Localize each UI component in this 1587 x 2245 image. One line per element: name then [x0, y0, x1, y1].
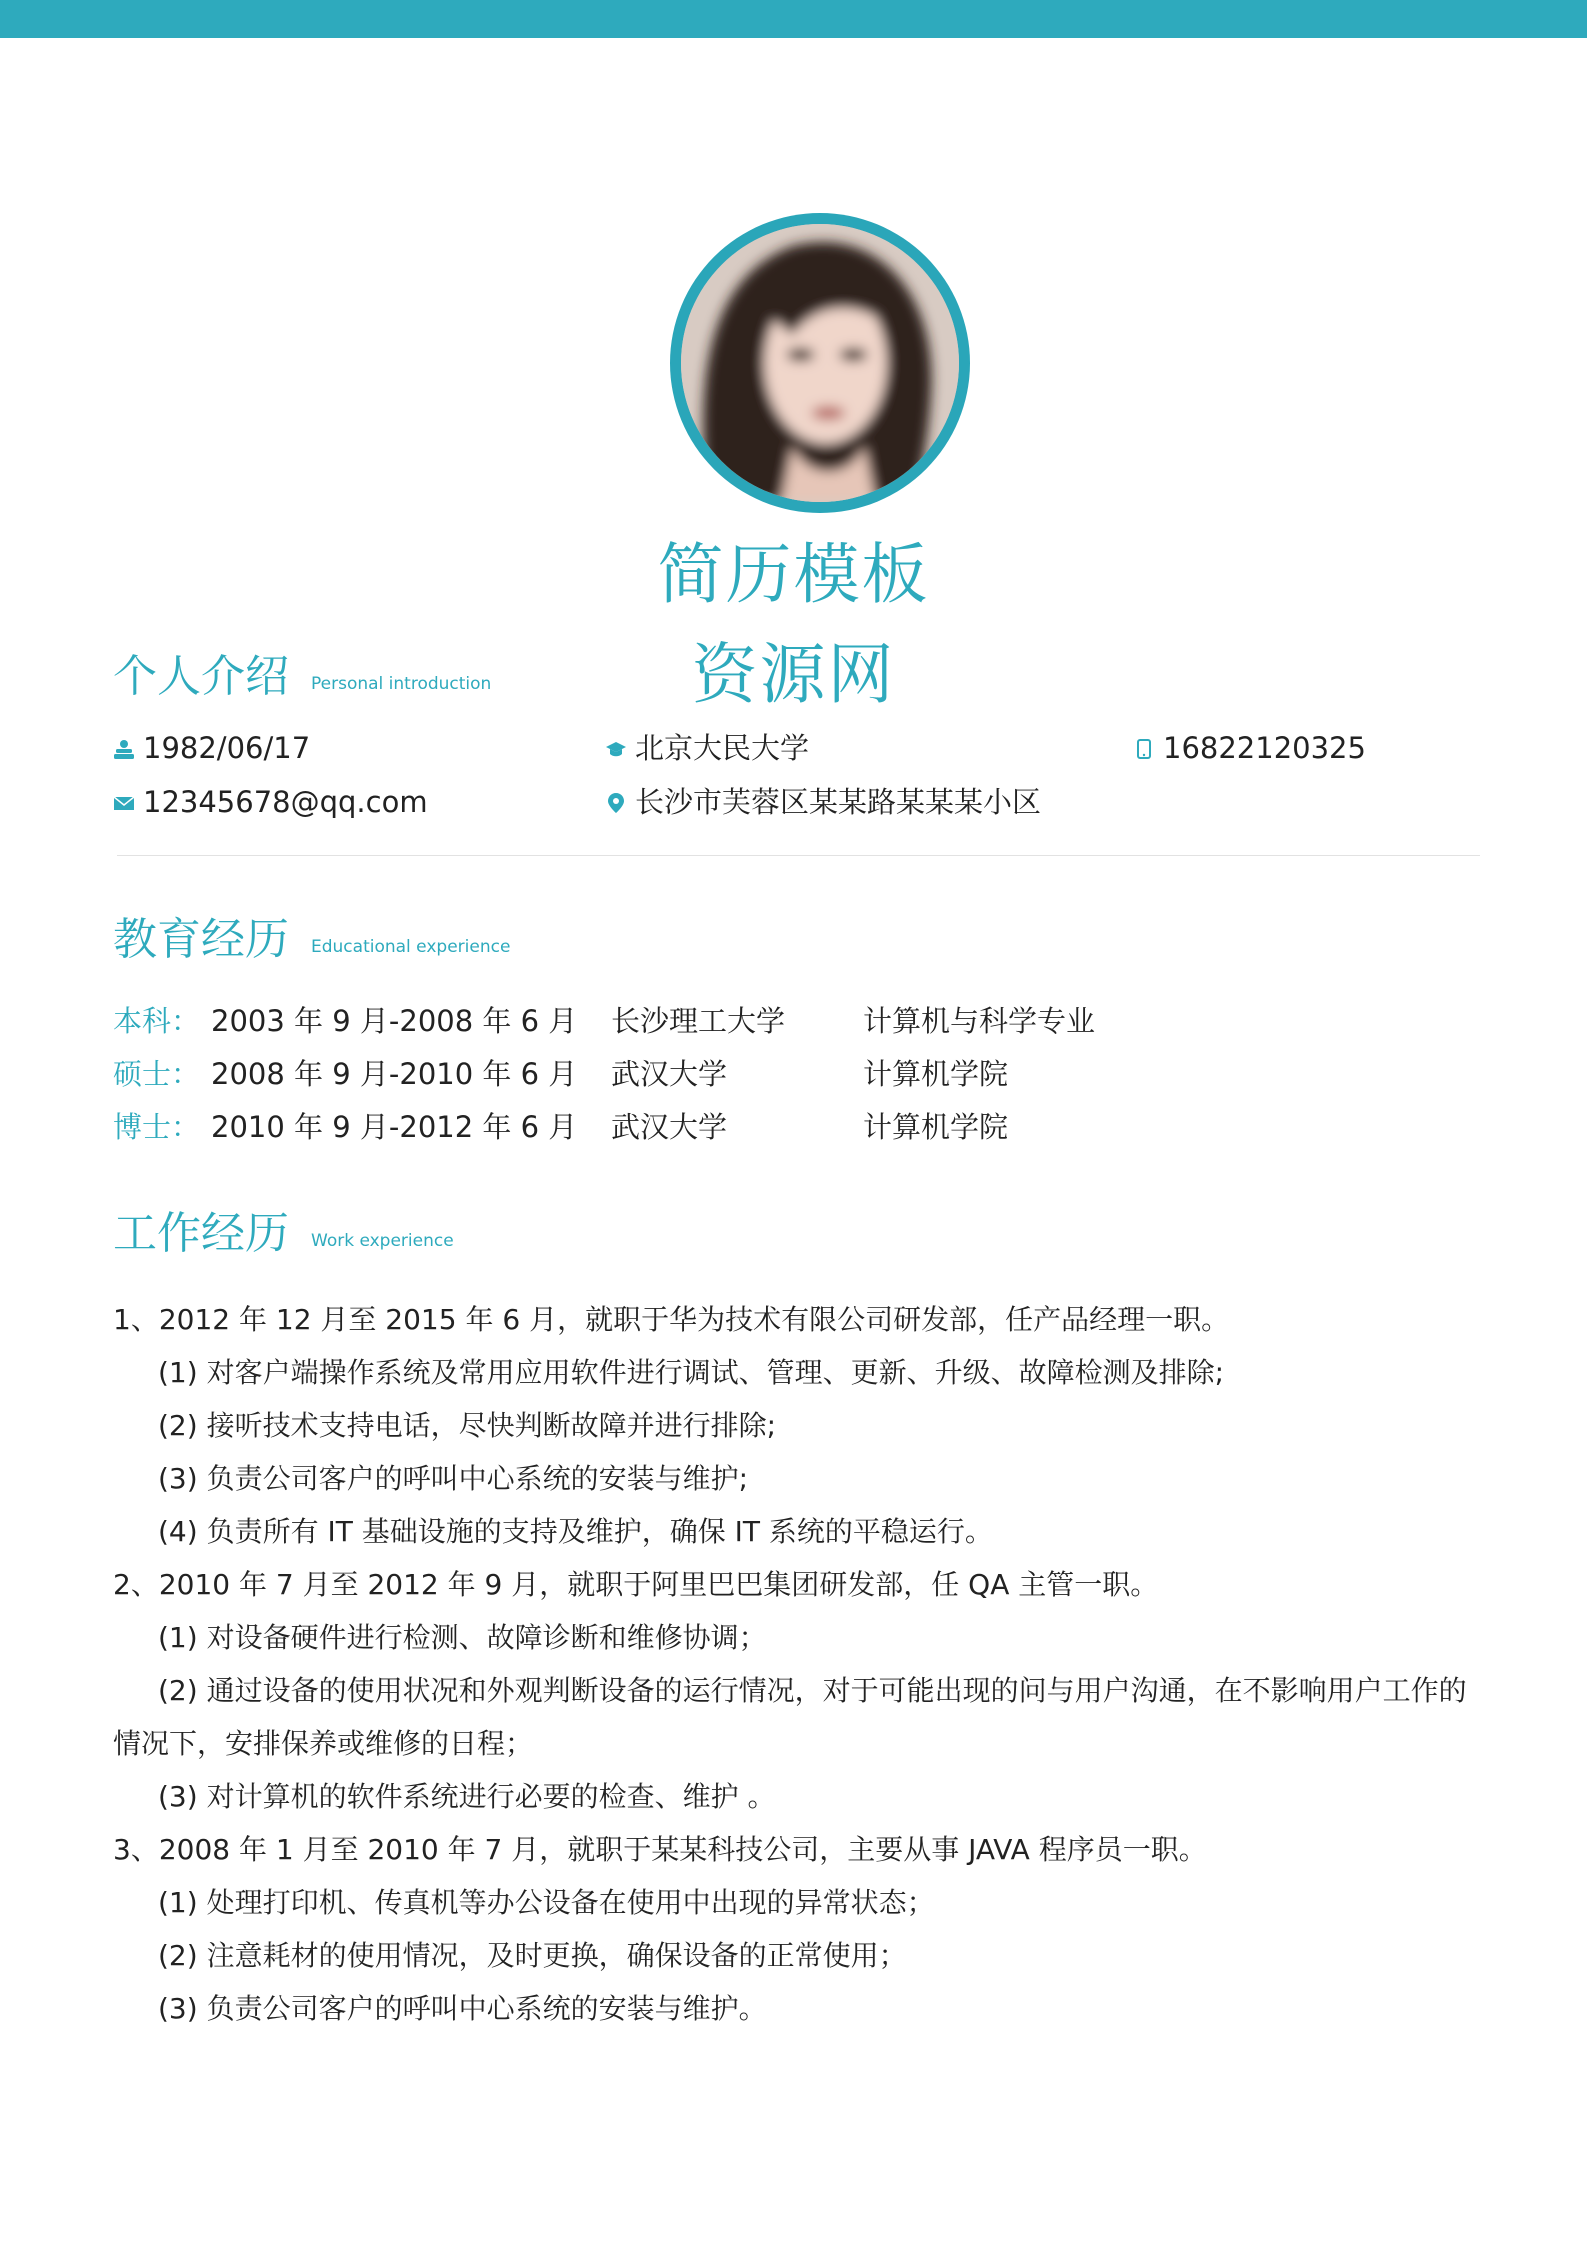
education-school: 武汉大学 [611, 1110, 728, 1144]
education-major: 计算机学院 [863, 1057, 1009, 1091]
job-duty: (3) 对计算机的软件系统进行必要的检查、维护 。 [158, 1780, 776, 1813]
job-duty: (2) 注意耗材的使用情况，及时更换，确保设备的正常使用； [158, 1939, 907, 1972]
education-major: 计算机学院 [863, 1110, 1009, 1144]
education-school: 长沙理工大学 [611, 1004, 786, 1038]
job-duty: (3) 负责公司客户的呼叫中心系统的安装与维护。 [158, 1992, 767, 2025]
address-value: 长沙市芙蓉区某某路某某某小区 [635, 785, 1042, 819]
job-entry: 2、2010 年 7 月至 2012 年 9 月，就职于阿里巴巴集团研发部，任 QA 主管一职。 [113, 1568, 1159, 1601]
birthdate-value: 1982/06/17 [143, 731, 311, 765]
education-heading [113, 914, 511, 965]
graduation-cap-icon [605, 738, 627, 760]
envelope-icon [113, 792, 135, 814]
resume-title-line-1: 简历模板 [657, 536, 930, 613]
mobile-phone-icon [1133, 738, 1155, 760]
job-duty: (2) 接听技术支持电话，尽快判断故障并进行排除; [158, 1409, 776, 1442]
degree-label: 硕士： [113, 1057, 201, 1091]
section-subtitle: Personal introduction [311, 674, 492, 694]
education-period: 2008 年 9 月-2010 年 6 月 [211, 1057, 578, 1091]
school-item [605, 731, 810, 765]
section-subtitle: Educational experience [311, 937, 511, 957]
section-title: 工作经历 [113, 1208, 289, 1259]
job-duty: (3) 负责公司客户的呼叫中心系统的安装与维护; [158, 1462, 748, 1495]
job-duty: (2) 通过设备的使用状况和外观判断设备的运行情况，对于可能出现的问与用户沟通，在不影响用户工作的 [158, 1674, 1467, 1707]
email-item [113, 785, 428, 819]
phone-value: 16822120325 [1163, 731, 1366, 765]
top-accent-bar [0, 0, 1587, 38]
degree-label: 本科： [113, 1004, 201, 1038]
education-major: 计算机与科学专业 [863, 1004, 1096, 1038]
job-duty: (1) 处理打印机、传真机等办公设备在使用中出现的异常状态； [158, 1886, 935, 1919]
degree-label: 博士： [113, 1110, 201, 1144]
education-school: 武汉大学 [611, 1057, 728, 1091]
job-duty-continuation: 情况下，安排保养或维修的日程； [113, 1727, 534, 1760]
profile-photo [681, 224, 959, 502]
resume-title-line-2: 资源网 [691, 636, 896, 713]
address-item [605, 785, 1042, 819]
location-pin-icon [605, 792, 627, 814]
section-subtitle: Work experience [311, 1231, 454, 1251]
section-title: 个人介绍 [113, 651, 289, 702]
job-duty: (1) 对设备硬件进行检测、故障诊断和维修协调； [158, 1621, 767, 1654]
job-entry: 3、2008 年 1 月至 2010 年 7 月，就职于某某科技公司，主要从事 JAVA 程序员一职。 [113, 1833, 1207, 1866]
education-period: 2010 年 9 月-2012 年 6 月 [211, 1110, 578, 1144]
job-duty: (1) 对客户端操作系统及常用应用软件进行调试、管理、更新、升级、故障检测及排除; [158, 1356, 1225, 1389]
section-title: 教育经历 [113, 914, 289, 965]
birthdate-item [113, 731, 311, 765]
education-period: 2003 年 9 月-2008 年 6 月 [211, 1004, 578, 1038]
job-entry: 1、2012 年 12 月至 2015 年 6 月，就职于华为技术有限公司研发部，任产品经理一职。 [113, 1303, 1230, 1336]
school-value: 北京大民大学 [635, 731, 810, 765]
personal-intro-heading [113, 651, 492, 702]
work-experience-list [113, 1293, 1483, 2035]
job-duty: (4) 负责所有 IT 基础设施的支持及维护，确保 IT 系统的平稳运行。 [158, 1515, 993, 1548]
work-heading [113, 1208, 454, 1259]
email-value: 12345678@qq.com [143, 785, 428, 819]
avatar [670, 213, 970, 513]
section-divider [117, 855, 1480, 856]
phone-item [1133, 731, 1366, 765]
person-icon [113, 738, 135, 760]
